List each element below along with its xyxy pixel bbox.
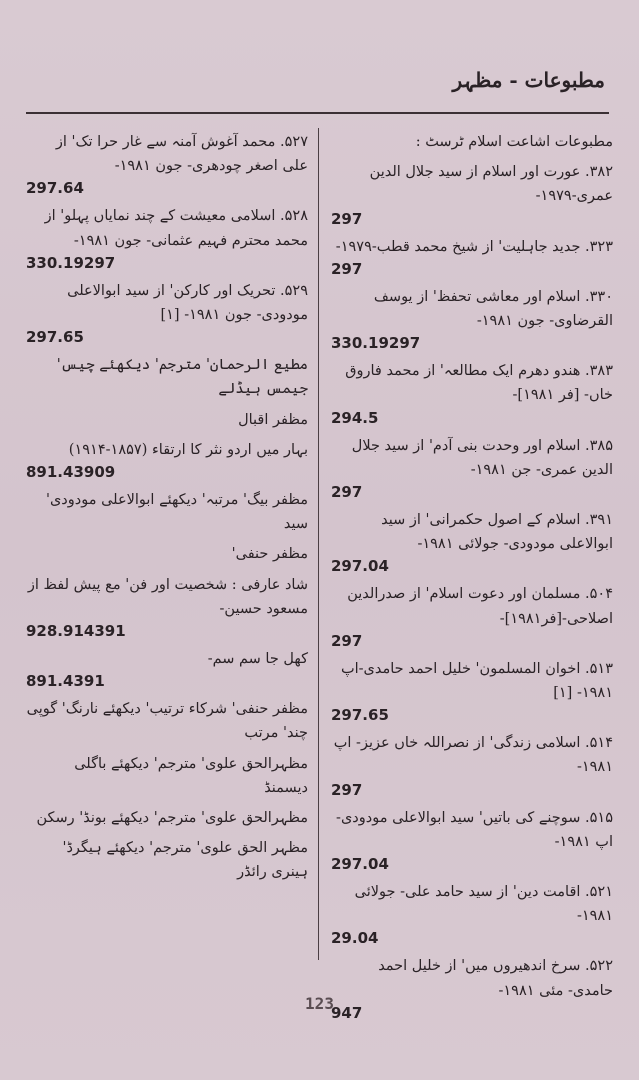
column-heading: مطبوعات اشاعت اسلام ٹرسٹ : [415,134,613,150]
classification-number: 297.65 [331,706,389,725]
column-divider [318,128,319,960]
catalog-entry [26,647,308,691]
entry-text: مظفر اقبال [238,411,308,428]
entry-text: مظفر حنفی' [231,546,308,563]
classification-number: 297 [331,483,363,502]
entry-text: ۵۰۴. مسلمان اور دعوت اسلام' از صدرالدین اصلاحی-[فر۱۹۸۱]- [347,586,613,627]
catalog-entry [331,508,613,576]
classification-number: 891.43909 [26,463,116,482]
classification-number: 928.914391 [26,622,126,641]
entry-text: ۵۱۳. اخوان المسلمون' خلیل احمد حامدی-اپ ۱۹۸۱- [۱] [340,660,613,702]
catalog-entry [331,235,613,279]
catalog-entry [331,880,613,948]
classification-number: 29.04 [331,929,379,948]
entry-text: ۵۲۸. اسلامی معیشت کے چند نمایاں پہلو' از محمد محترم فہیم عثمانی- جون ۱۹۸۱- [44,208,308,249]
entry-text: مظہرالحق علوی' مترجم' دیکھئے بونڈ' رسکن [36,810,308,827]
right-column [331,130,613,1029]
entry-text: ۵۲۲. سرخ اندھیروں میں' از خلیل احمد حامدی- مئی ۱۹۸۱- [378,958,613,999]
entry-text: بہار میں اردو نثر کا ارتقاء (۱۸۵۷-۱۹۱۴) [68,441,308,458]
entry-text: ۵۱۵. سوچنے کی باتیں' سید ابوالاعلی مودودی- اپ ۱۹۸۱- [336,809,613,850]
header-rule [26,112,609,114]
catalog-entry [26,573,308,641]
catalog-entry [26,806,308,830]
catalog-entry [26,752,308,800]
classification-number: 330.19297 [26,253,116,272]
entry-text: ۵۱۴. اسلامی زندگی' از نصراللہ خاں عزیز- اپ ۱۹۸۱- [333,735,613,776]
entry-text: مظہرالحق علوی' مترجم' دیکھئے باگلی دیسمنڈ [74,755,308,796]
classification-number: 297 [331,259,363,278]
entry-text: ۵۲۱. اقامت دین' از سید حامد علی- جولائی ۱۹۸۱- [354,884,613,925]
entry-text: ۳۸۳. ھندو دھرم ایک مطالعہ' از محمد فاروق خاں- [فر ۱۹۸۱]- [345,363,613,404]
entry-text: ۳۸۲. عورت اور اسلام از سید جلال الدین عمری-۱۹۷۹- [369,164,613,205]
entry-text: مظفر بیگ' مرتبہ' دیکھئے ابوالاعلی مودودی' سید [45,492,308,533]
classification-number: 297.04 [331,855,389,874]
catalog-entry [26,279,308,347]
catalog-entry [26,836,308,884]
left-column [26,130,308,891]
catalog-entry [26,408,308,432]
entry-text: ۳۸۵. اسلام اور وحدت بنی آدم' از سید جلال الدین عمری- جن ۱۹۸۱- [351,437,613,478]
classification-number: 297.04 [331,557,389,576]
entry-text: ۳۹۱. اسلام کے اصول حکمرانی' از سید ابوالاعلی مودودی- جولائی ۱۹۸۱- [381,512,613,553]
catalog-entry [26,697,308,745]
catalog-entry [26,204,308,272]
catalog-entry [331,731,613,799]
entry-text: ۵۲۹. تحریک اور کارکن' از سید ابوالاعلی مودودی- جون ۱۹۸۱- [۱] [67,282,308,324]
catalog-entry [331,657,613,725]
entry-text: شاد عارفی : شخصیت اور فن' مع پیش لفظ از مسعود حسین- [27,576,308,617]
catalog-entry [26,488,308,536]
classification-number: 297 [331,780,363,799]
catalog-entry [26,542,308,566]
classification-number: 297 [331,631,363,650]
page-number: 123 [305,994,334,1013]
classification-number: 891.4391 [26,672,105,691]
entry-text: ۵۲۷. محمد آغوش آمنہ سے غار حرا تک' از علی اصغر چودھری- جون ۱۹۸۱- [55,134,308,175]
classification-number: 294.5 [331,408,379,427]
catalog-entry [26,438,308,482]
entry-text: مطیع الرحمان' مترجم' دیکھئے چیس' جیمس ہیڈلے [56,357,308,398]
entry-text: مظہر الحق علوی' مترجم' دیکھئے ہیگرڈ' ہینری رائڈر [62,840,308,881]
classification-number: 947 [331,1003,363,1022]
catalog-entry [331,160,613,228]
catalog-entry [331,582,613,650]
catalog-entry [331,806,613,874]
catalog-entry [331,359,613,427]
catalog-entry [26,353,308,401]
running-header: مطبوعات - مظہر [452,68,605,92]
entry-text: مظفر حنفی' شرکاء ترتیب' دیکھئے نارنگ' گوپی چند' مرتب [26,701,308,742]
classification-number: 297.65 [26,328,84,347]
catalog-entry [26,130,308,198]
entry-text: ۳۲۳. جدید جاہلیت' از شیخ محمد قطب-۱۹۷۹- [335,238,613,255]
classification-number: 330.19297 [331,334,421,353]
catalog-entry [331,434,613,502]
catalog-entry [331,285,613,353]
classification-number: 297.64 [26,179,84,198]
entry-text: ۳۳۰. اسلام اور معاشی تحفظ' از یوسف القرضاوی- جون ۱۹۸۱- [373,288,613,330]
classification-number: 297 [331,209,363,228]
entry-text: کھل جا سم سم- [207,651,308,668]
